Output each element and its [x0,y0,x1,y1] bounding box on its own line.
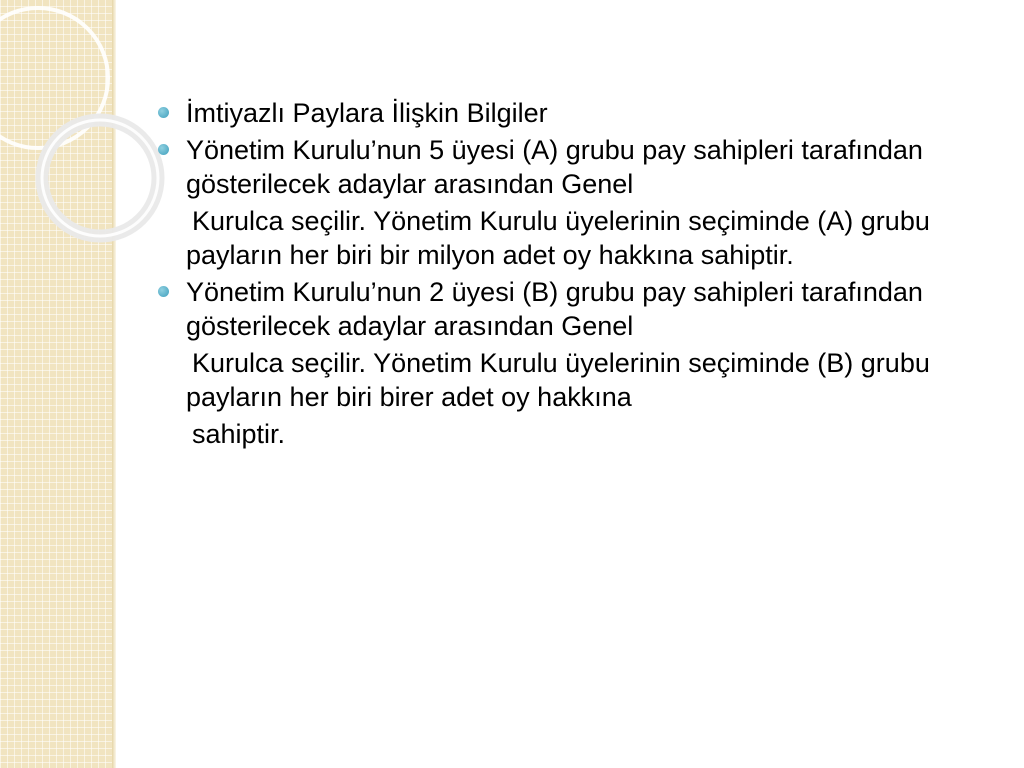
bullet-icon [158,107,169,118]
bullet-item [158,275,958,343]
bullet-item [158,133,958,201]
bullet-text: Yönetim Kurulu’nun 5 üyesi (A) grubu pay sahipleri tarafından gösterilecek adaylar arasından Genel [186,135,923,199]
bullet-icon [158,286,169,297]
continuation-text: Kurulca seçilir. Yönetim Kurulu üyelerinin seçiminde (A) grubu payların her biri bir milyon adet oy hakkına sahiptir. [186,206,930,270]
bullet-text: İmtiyazlı Paylara İlişkin Bilgiler [186,98,548,128]
continuation-text: Kurulca seçilir. Yönetim Kurulu üyelerinin seçiminde (B) grubu payların her biri birer adet oy hakkına [186,348,930,412]
bullet-text: Yönetim Kurulu’nun 2 üyesi (B) grubu pay sahipleri tarafından gösterilecek adaylar arasından Genel [186,277,923,341]
slide-body [158,96,958,454]
continuation-text: sahiptir. [192,419,286,449]
bullet-item [158,96,958,130]
bullet-icon [158,144,169,155]
